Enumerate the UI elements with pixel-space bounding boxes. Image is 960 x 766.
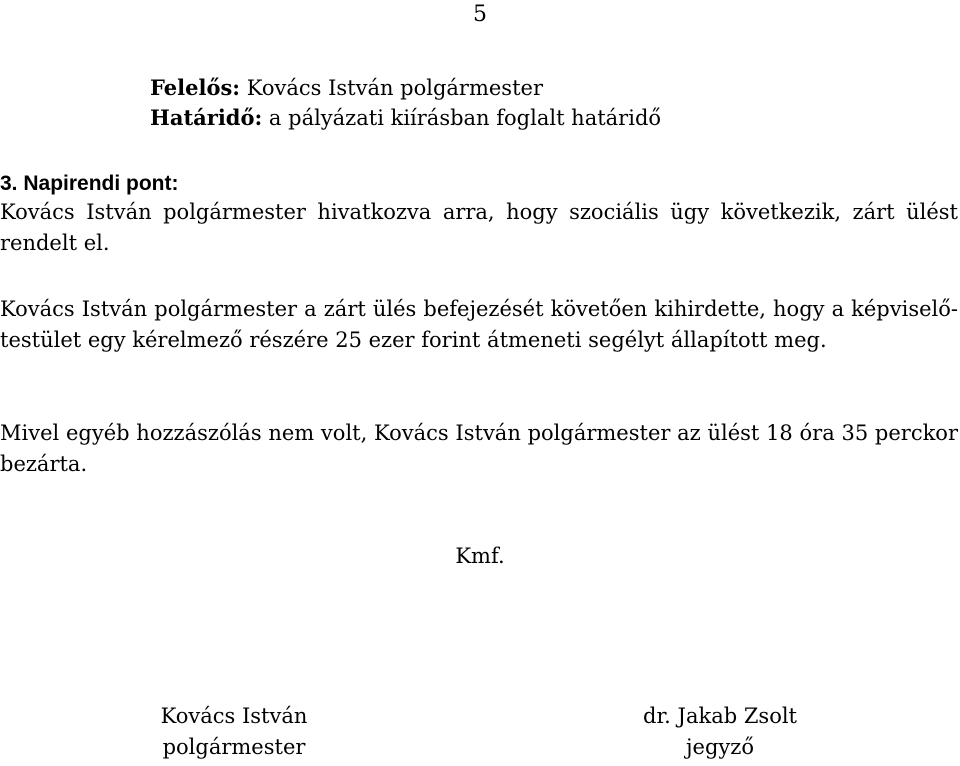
responsible-label: Felelős: (150, 75, 241, 100)
signature-title: polgármester (162, 735, 306, 759)
agenda-heading: 3. Napirendi pont: (0, 172, 179, 195)
deadline-value: a pályázati kiírásban foglalt határidő (262, 106, 662, 130)
closing-kmf: Kmf. (455, 544, 505, 568)
signature-name: Kovács István (160, 704, 308, 728)
responsible-value: Kovács István polgármester (240, 76, 543, 100)
responsible-line (150, 73, 661, 103)
deadline-label: Határidő: (150, 105, 263, 130)
responsibility-block (150, 73, 661, 133)
signature-notary (590, 701, 850, 763)
paragraph-closed-session: Kovács István polgármester hivatkozva arra, hogy szociális ügy következik, zárt ülést rendelt el. (0, 200, 958, 255)
signature-name: dr. Jakab Zsolt (643, 704, 797, 728)
paragraph-announcement: Kovács István polgármester a zárt ülés befejezését követően kihirdette, hogy a képviselő-testület egy kérelmező részére 25 ezer forint átmeneti segélyt állapított meg. (0, 297, 958, 352)
paragraph-meeting-closed: Mivel egyéb hozzászólás nem volt, Kovács István polgármester az ülést 18 óra 35 perckor bezárta. (0, 421, 958, 476)
signature-mayor (104, 701, 364, 763)
page-number: 5 (473, 2, 487, 27)
deadline-line (150, 103, 661, 133)
signature-title: jegyző (686, 735, 754, 759)
